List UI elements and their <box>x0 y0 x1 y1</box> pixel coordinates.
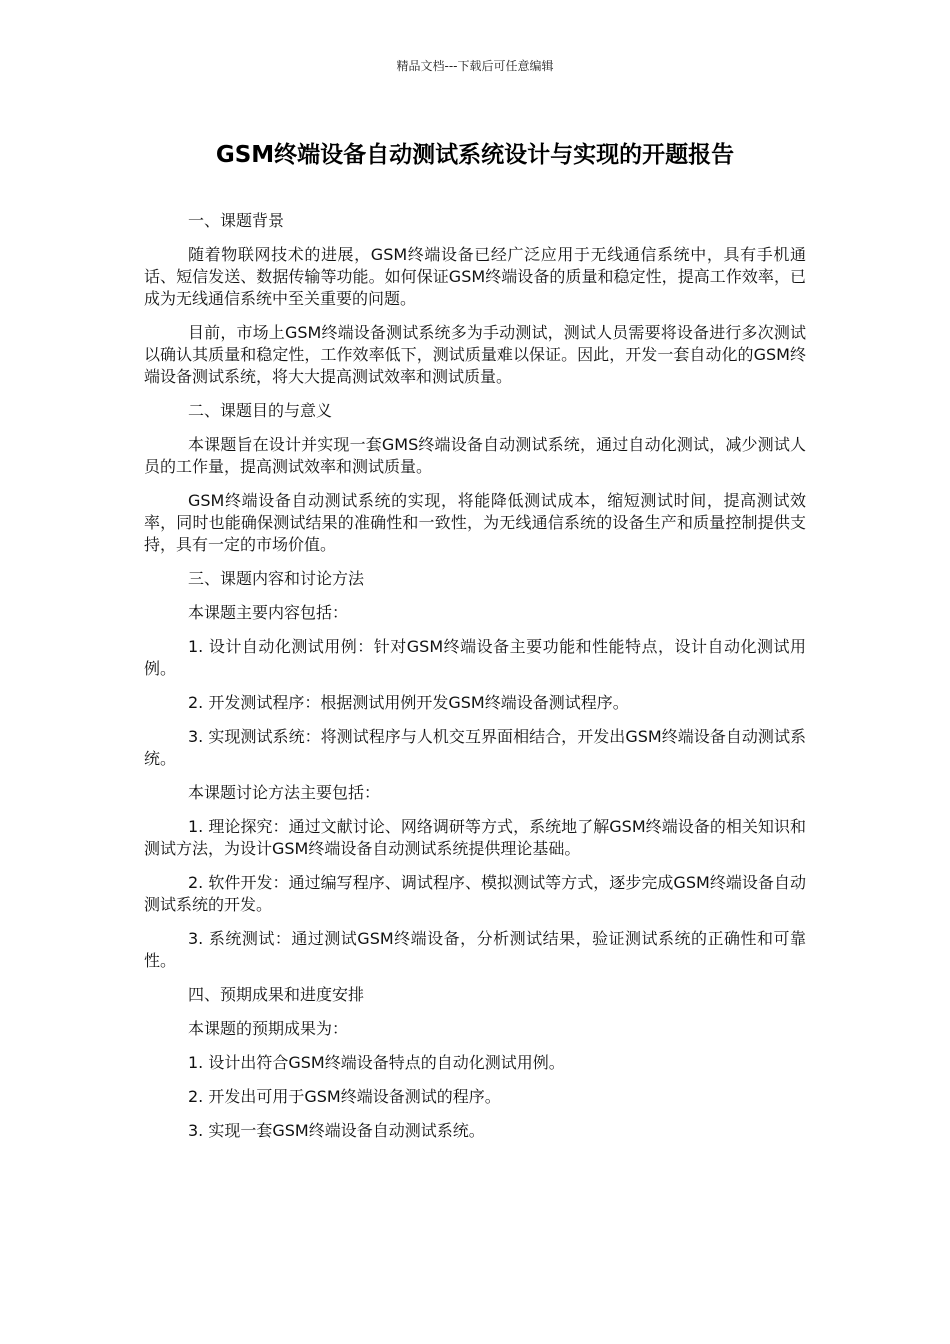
list-item: 3. 实现测试系统：将测试程序与人机交互界面相结合，开发出GSM终端设备自动测试系统。 <box>144 727 806 768</box>
section-heading-background: 一、课题背景 <box>188 211 285 230</box>
list-item: 2. 开发测试程序：根据测试用例开发GSM终端设备测试程序。 <box>188 693 629 712</box>
list-item: 3. 系统测试：通过测试GSM终端设备，分析测试结果，验证测试系统的正确性和可靠性。 <box>144 929 806 970</box>
list-item: 1. 设计自动化测试用例：针对GSM终端设备主要功能和性能特点，设计自动化测试用例。 <box>144 637 806 678</box>
list-item: 1. 设计出符合GSM终端设备特点的自动化测试用例。 <box>188 1053 565 1072</box>
header-note: 精品文档---下载后可任意编辑 <box>396 59 554 73</box>
paragraph: GSM终端设备自动测试系统的实现，将能降低测试成本，缩短测试时间，提高测试效率，同时也能确保测试结果的准确性和一致性，为无线通信系统的设备生产和质量控制提供支持，具有一定的市场价值。 <box>144 491 806 554</box>
list-item: 2. 开发出可用于GSM终端设备测试的程序。 <box>188 1087 501 1106</box>
paragraph: 本课题主要内容包括： <box>188 603 349 622</box>
document-title: GSM终端设备自动测试系统设计与实现的开题报告 <box>215 142 735 168</box>
list-item: 3. 实现一套GSM终端设备自动测试系统。 <box>188 1121 485 1140</box>
list-item: 2. 软件开发：通过编写程序、调试程序、模拟测试等方式，逐步完成GSM终端设备自动测试系统的开发。 <box>144 873 806 914</box>
section-heading-outcomes: 四、预期成果和进度安排 <box>188 985 365 1004</box>
paragraph: 本课题讨论方法主要包括： <box>188 783 381 802</box>
paragraph: 目前，市场上GSM终端设备测试系统多为手动测试，测试人员需要将设备进行多次测试以确认其质量和稳定性，工作效率低下，测试质量难以保证。因此，开发一套自动化的GSM终端设备测试系统，将大大提高测试效率和测试质量。 <box>144 323 806 386</box>
paragraph: 随着物联网技术的进展，GSM终端设备已经广泛应用于无线通信系统中，具有手机通话、短信发送、数据传输等功能。如何保证GSM终端设备的质量和稳定性，提高工作效率，已成为无线通信系统中至关重要的问题。 <box>144 245 806 308</box>
paragraph: 本课题的预期成果为： <box>188 1019 349 1038</box>
section-heading-content: 三、课题内容和讨论方法 <box>188 569 365 588</box>
list-item: 1. 理论探究：通过文献讨论、网络调研等方式，系统地了解GSM终端设备的相关知识和测试方法，为设计GSM终端设备自动测试系统提供理论基础。 <box>144 817 806 858</box>
section-heading-purpose: 二、课题目的与意义 <box>188 401 333 420</box>
document-body <box>144 210 806 1154</box>
paragraph: 本课题旨在设计并实现一套GMS终端设备自动测试系统，通过自动化测试，减少测试人员的工作量，提高测试效率和测试质量。 <box>144 435 806 476</box>
